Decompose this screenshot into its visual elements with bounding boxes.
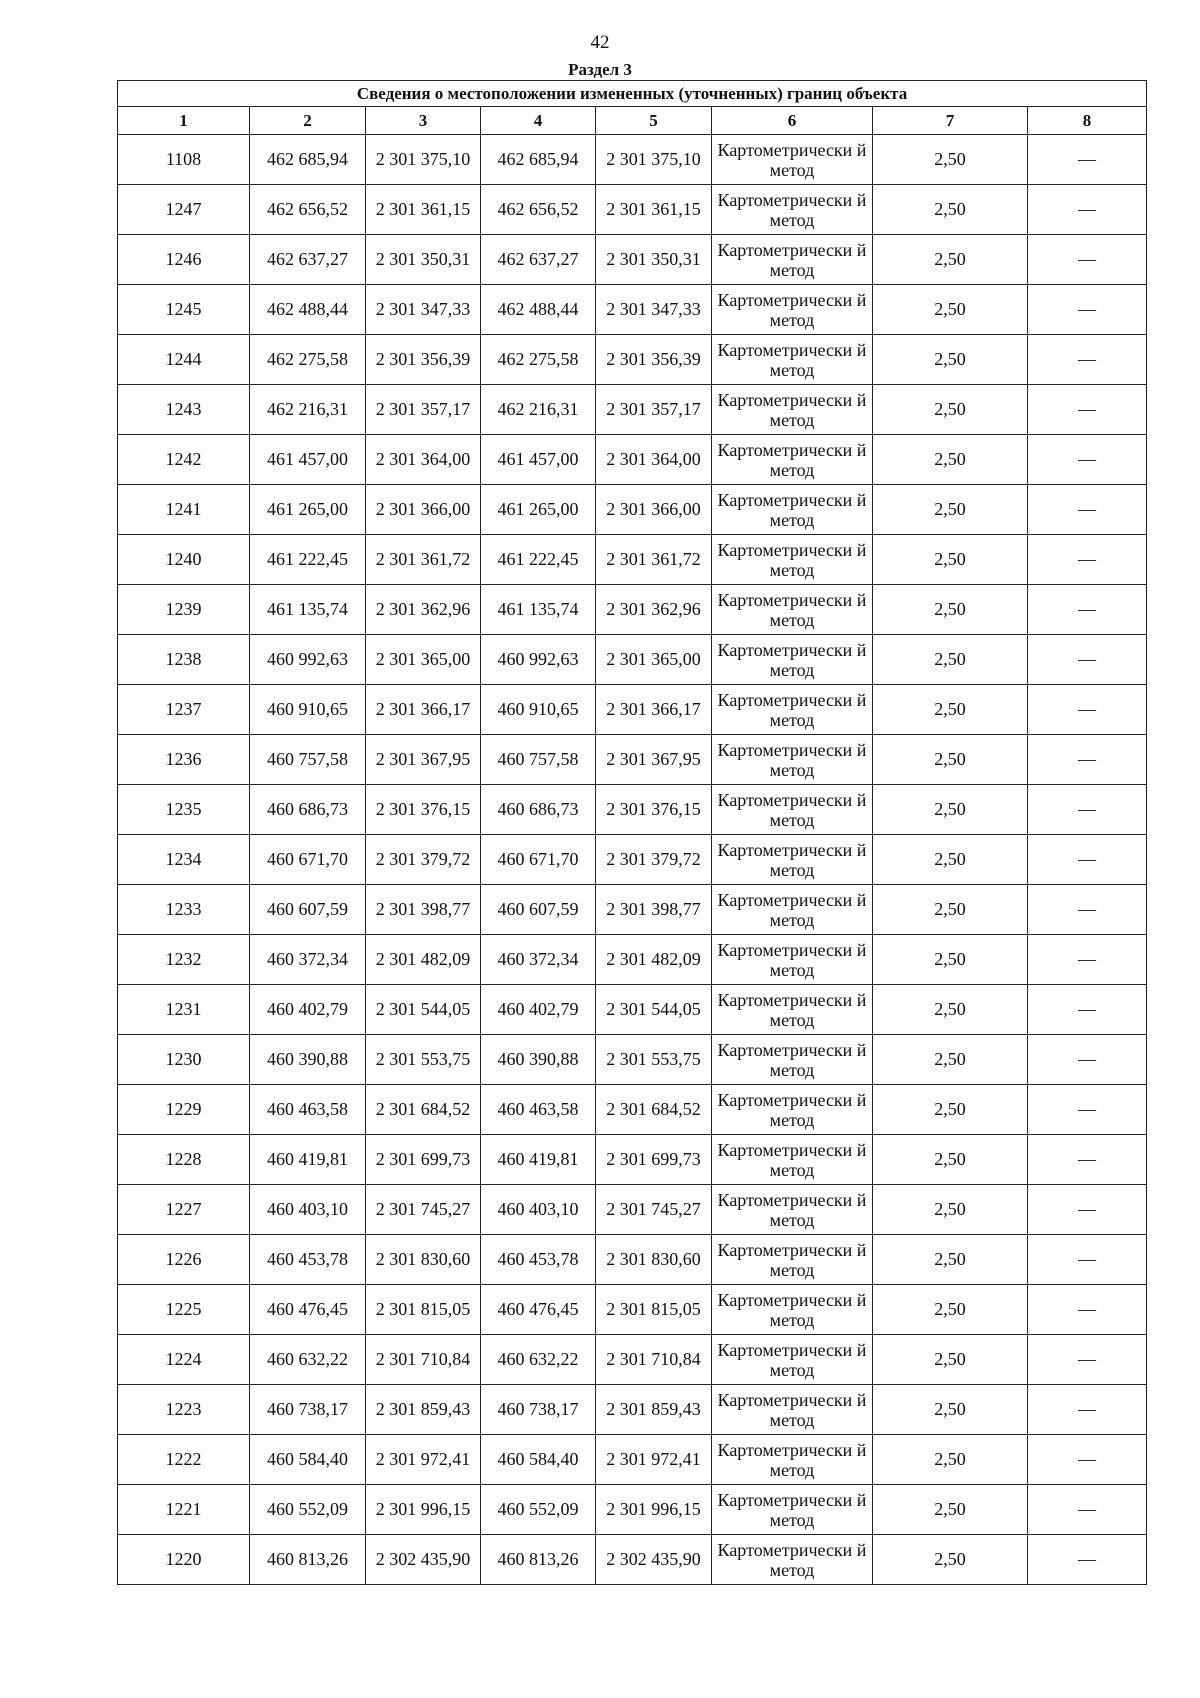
x-existing-cell: 460 390,88 (250, 1035, 366, 1085)
y-existing-cell: 2 302 435,90 (366, 1535, 481, 1585)
point-number-cell: 1246 (118, 235, 250, 285)
method-cell: Картометрически й метод (712, 635, 873, 685)
table-row (118, 1135, 1147, 1185)
y-refined-cell: 2 301 544,05 (596, 985, 712, 1035)
table-row (118, 885, 1147, 935)
y-existing-cell: 2 301 482,09 (366, 935, 481, 985)
point-number-cell: 1238 (118, 635, 250, 685)
point-number-cell: 1108 (118, 135, 250, 185)
x-existing-cell: 462 637,27 (250, 235, 366, 285)
column-header: 6 (712, 107, 873, 135)
x-existing-cell: 460 813,26 (250, 1535, 366, 1585)
x-existing-cell: 460 757,58 (250, 735, 366, 785)
accuracy-cell: 2,50 (873, 1285, 1028, 1335)
table-row (118, 685, 1147, 735)
point-number-cell: 1226 (118, 1235, 250, 1285)
table-row (118, 785, 1147, 835)
table-row (118, 1435, 1147, 1485)
y-refined-cell: 2 301 972,41 (596, 1435, 712, 1485)
y-existing-cell: 2 301 350,31 (366, 235, 481, 285)
x-refined-cell: 460 453,78 (481, 1235, 596, 1285)
y-existing-cell: 2 301 365,00 (366, 635, 481, 685)
method-cell: Картометрически й метод (712, 785, 873, 835)
accuracy-cell: 2,50 (873, 735, 1028, 785)
point-number-cell: 1231 (118, 985, 250, 1035)
y-existing-cell: 2 301 362,96 (366, 585, 481, 635)
method-cell: Картометрически й метод (712, 435, 873, 485)
note-cell: — (1028, 835, 1147, 885)
point-number-cell: 1232 (118, 935, 250, 985)
y-refined-cell: 2 301 357,17 (596, 385, 712, 435)
x-refined-cell: 460 463,58 (481, 1085, 596, 1135)
table-row (118, 1085, 1147, 1135)
accuracy-cell: 2,50 (873, 1135, 1028, 1185)
x-existing-cell: 460 910,65 (250, 685, 366, 735)
accuracy-cell: 2,50 (873, 485, 1028, 535)
method-cell: Картометрически й метод (712, 1535, 873, 1585)
note-cell: — (1028, 885, 1147, 935)
note-cell: — (1028, 1385, 1147, 1435)
method-cell: Картометрически й метод (712, 985, 873, 1035)
point-number-cell: 1222 (118, 1435, 250, 1485)
table-row (118, 535, 1147, 585)
method-cell: Картометрически й метод (712, 235, 873, 285)
note-cell: — (1028, 1485, 1147, 1535)
x-refined-cell: 461 135,74 (481, 585, 596, 635)
x-refined-cell: 460 552,09 (481, 1485, 596, 1535)
method-cell: Картометрически й метод (712, 1385, 873, 1435)
y-existing-cell: 2 301 361,72 (366, 535, 481, 585)
accuracy-cell: 2,50 (873, 935, 1028, 985)
point-number-cell: 1229 (118, 1085, 250, 1135)
y-refined-cell: 2 301 366,00 (596, 485, 712, 535)
y-existing-cell: 2 301 996,15 (366, 1485, 481, 1535)
x-existing-cell: 461 135,74 (250, 585, 366, 635)
column-header: 1 (118, 107, 250, 135)
method-cell: Картометрически й метод (712, 1485, 873, 1535)
y-refined-cell: 2 301 482,09 (596, 935, 712, 985)
x-refined-cell: 460 607,59 (481, 885, 596, 935)
y-existing-cell: 2 301 376,15 (366, 785, 481, 835)
method-cell: Картометрически й метод (712, 935, 873, 985)
point-number-cell: 1227 (118, 1185, 250, 1235)
y-existing-cell: 2 301 553,75 (366, 1035, 481, 1085)
x-refined-cell: 460 632,22 (481, 1335, 596, 1385)
accuracy-cell: 2,50 (873, 635, 1028, 685)
x-refined-cell: 462 488,44 (481, 285, 596, 335)
x-refined-cell: 462 656,52 (481, 185, 596, 235)
y-existing-cell: 2 301 347,33 (366, 285, 481, 335)
table-row (118, 1285, 1147, 1335)
y-refined-cell: 2 301 361,15 (596, 185, 712, 235)
table-row (118, 835, 1147, 885)
method-cell: Картометрически й метод (712, 1435, 873, 1485)
note-cell: — (1028, 235, 1147, 285)
method-cell: Картометрически й метод (712, 1035, 873, 1085)
point-number-cell: 1242 (118, 435, 250, 485)
x-existing-cell: 462 656,52 (250, 185, 366, 235)
note-cell: — (1028, 1035, 1147, 1085)
y-refined-cell: 2 301 364,00 (596, 435, 712, 485)
y-existing-cell: 2 301 366,00 (366, 485, 481, 535)
y-existing-cell: 2 301 710,84 (366, 1335, 481, 1385)
x-existing-cell: 460 463,58 (250, 1085, 366, 1135)
x-refined-cell: 461 222,45 (481, 535, 596, 585)
x-refined-cell: 460 372,34 (481, 935, 596, 985)
y-refined-cell: 2 301 830,60 (596, 1235, 712, 1285)
point-number-cell: 1244 (118, 335, 250, 385)
accuracy-cell: 2,50 (873, 385, 1028, 435)
x-existing-cell: 462 275,58 (250, 335, 366, 385)
table-row (118, 385, 1147, 435)
method-cell: Картометрически й метод (712, 135, 873, 185)
y-existing-cell: 2 301 699,73 (366, 1135, 481, 1185)
y-refined-cell: 2 301 366,17 (596, 685, 712, 735)
x-refined-cell: 462 216,31 (481, 385, 596, 435)
y-existing-cell: 2 301 398,77 (366, 885, 481, 935)
note-cell: — (1028, 1235, 1147, 1285)
point-number-cell: 1236 (118, 735, 250, 785)
point-number-cell: 1234 (118, 835, 250, 885)
x-refined-cell: 460 757,58 (481, 735, 596, 785)
note-cell: — (1028, 535, 1147, 585)
x-refined-cell: 460 390,88 (481, 1035, 596, 1085)
note-cell: — (1028, 1535, 1147, 1585)
accuracy-cell: 2,50 (873, 135, 1028, 185)
x-refined-cell: 462 637,27 (481, 235, 596, 285)
note-cell: — (1028, 735, 1147, 785)
y-refined-cell: 2 301 361,72 (596, 535, 712, 585)
table-row (118, 435, 1147, 485)
x-existing-cell: 462 488,44 (250, 285, 366, 335)
note-cell: — (1028, 785, 1147, 835)
method-cell: Картометрически й метод (712, 535, 873, 585)
note-cell: — (1028, 485, 1147, 535)
point-number-cell: 1245 (118, 285, 250, 335)
table-row (118, 1385, 1147, 1435)
x-refined-cell: 460 419,81 (481, 1135, 596, 1185)
note-cell: — (1028, 385, 1147, 435)
note-cell: — (1028, 285, 1147, 335)
y-existing-cell: 2 301 361,15 (366, 185, 481, 235)
table-row (118, 1235, 1147, 1285)
x-existing-cell: 460 402,79 (250, 985, 366, 1035)
y-refined-cell: 2 301 996,15 (596, 1485, 712, 1535)
accuracy-cell: 2,50 (873, 785, 1028, 835)
accuracy-cell: 2,50 (873, 1085, 1028, 1135)
column-header: 5 (596, 107, 712, 135)
method-cell: Картометрически й метод (712, 1285, 873, 1335)
y-refined-cell: 2 301 859,43 (596, 1385, 712, 1435)
column-header: 2 (250, 107, 366, 135)
x-existing-cell: 461 265,00 (250, 485, 366, 535)
y-refined-cell: 2 301 684,52 (596, 1085, 712, 1135)
table-row (118, 1335, 1147, 1385)
y-refined-cell: 2 301 367,95 (596, 735, 712, 785)
y-existing-cell: 2 301 366,17 (366, 685, 481, 735)
point-number-cell: 1239 (118, 585, 250, 635)
y-refined-cell: 2 301 710,84 (596, 1335, 712, 1385)
table-body (118, 135, 1147, 1585)
x-refined-cell: 460 686,73 (481, 785, 596, 835)
accuracy-cell: 2,50 (873, 535, 1028, 585)
accuracy-cell: 2,50 (873, 1235, 1028, 1285)
note-cell: — (1028, 1185, 1147, 1235)
accuracy-cell: 2,50 (873, 585, 1028, 635)
note-cell: — (1028, 1135, 1147, 1185)
method-cell: Картометрически й метод (712, 385, 873, 435)
y-refined-cell: 2 301 699,73 (596, 1135, 712, 1185)
y-refined-cell: 2 301 365,00 (596, 635, 712, 685)
y-refined-cell: 2 301 379,72 (596, 835, 712, 885)
note-cell: — (1028, 585, 1147, 635)
x-refined-cell: 460 402,79 (481, 985, 596, 1035)
accuracy-cell: 2,50 (873, 985, 1028, 1035)
x-existing-cell: 460 584,40 (250, 1435, 366, 1485)
method-cell: Картометрически й метод (712, 735, 873, 785)
table-row (118, 635, 1147, 685)
x-refined-cell: 461 457,00 (481, 435, 596, 485)
y-refined-cell: 2 301 745,27 (596, 1185, 712, 1235)
section-title: Раздел 3 (568, 60, 632, 79)
method-cell: Картометрически й метод (712, 485, 873, 535)
x-existing-cell: 460 453,78 (250, 1235, 366, 1285)
table-row (118, 1485, 1147, 1535)
note-cell: — (1028, 185, 1147, 235)
x-existing-cell: 460 476,45 (250, 1285, 366, 1335)
point-number-cell: 1224 (118, 1335, 250, 1385)
table-row (118, 735, 1147, 785)
method-cell: Картометрически й метод (712, 1185, 873, 1235)
accuracy-cell: 2,50 (873, 285, 1028, 335)
note-cell: — (1028, 685, 1147, 735)
y-existing-cell: 2 301 859,43 (366, 1385, 481, 1435)
point-number-cell: 1233 (118, 885, 250, 935)
note-cell: — (1028, 1335, 1147, 1385)
table-row (118, 1535, 1147, 1585)
x-refined-cell: 460 584,40 (481, 1435, 596, 1485)
y-existing-cell: 2 301 815,05 (366, 1285, 481, 1335)
note-cell: — (1028, 1285, 1147, 1335)
x-existing-cell: 461 457,00 (250, 435, 366, 485)
point-number-cell: 1237 (118, 685, 250, 735)
table-row (118, 1035, 1147, 1085)
table-row (118, 285, 1147, 335)
column-header: 7 (873, 107, 1028, 135)
column-header: 8 (1028, 107, 1147, 135)
method-cell: Картометрически й метод (712, 685, 873, 735)
y-refined-cell: 2 302 435,90 (596, 1535, 712, 1585)
table-header-row (118, 107, 1147, 135)
accuracy-cell: 2,50 (873, 1535, 1028, 1585)
y-refined-cell: 2 301 553,75 (596, 1035, 712, 1085)
x-existing-cell: 460 372,34 (250, 935, 366, 985)
x-existing-cell: 460 686,73 (250, 785, 366, 835)
y-refined-cell: 2 301 376,15 (596, 785, 712, 835)
y-refined-cell: 2 301 347,33 (596, 285, 712, 335)
point-number-cell: 1235 (118, 785, 250, 835)
method-cell: Картометрически й метод (712, 835, 873, 885)
accuracy-cell: 2,50 (873, 1485, 1028, 1535)
note-cell: — (1028, 1085, 1147, 1135)
y-existing-cell: 2 301 357,17 (366, 385, 481, 435)
table-row (118, 935, 1147, 985)
note-cell: — (1028, 135, 1147, 185)
method-cell: Картометрически й метод (712, 885, 873, 935)
x-existing-cell: 460 552,09 (250, 1485, 366, 1535)
point-number-cell: 1223 (118, 1385, 250, 1435)
point-number-cell: 1247 (118, 185, 250, 235)
note-cell: — (1028, 1435, 1147, 1485)
x-existing-cell: 460 738,17 (250, 1385, 366, 1435)
table-caption-row (118, 81, 1147, 107)
y-existing-cell: 2 301 367,95 (366, 735, 481, 785)
point-number-cell: 1221 (118, 1485, 250, 1535)
accuracy-cell: 2,50 (873, 1385, 1028, 1435)
y-refined-cell: 2 301 815,05 (596, 1285, 712, 1335)
method-cell: Картометрически й метод (712, 1335, 873, 1385)
y-existing-cell: 2 301 356,39 (366, 335, 481, 385)
accuracy-cell: 2,50 (873, 1435, 1028, 1485)
note-cell: — (1028, 985, 1147, 1035)
method-cell: Картометрически й метод (712, 1235, 873, 1285)
note-cell: — (1028, 335, 1147, 385)
y-existing-cell: 2 301 544,05 (366, 985, 481, 1035)
x-refined-cell: 462 275,58 (481, 335, 596, 385)
x-existing-cell: 460 992,63 (250, 635, 366, 685)
table-row (118, 135, 1147, 185)
x-refined-cell: 460 476,45 (481, 1285, 596, 1335)
accuracy-cell: 2,50 (873, 685, 1028, 735)
method-cell: Картометрически й метод (712, 335, 873, 385)
table-row (118, 985, 1147, 1035)
x-refined-cell: 461 265,00 (481, 485, 596, 535)
point-number-cell: 1240 (118, 535, 250, 585)
point-number-cell: 1225 (118, 1285, 250, 1335)
accuracy-cell: 2,50 (873, 335, 1028, 385)
x-refined-cell: 460 671,70 (481, 835, 596, 885)
y-refined-cell: 2 301 398,77 (596, 885, 712, 935)
note-cell: — (1028, 935, 1147, 985)
note-cell: — (1028, 635, 1147, 685)
point-number-cell: 1241 (118, 485, 250, 535)
accuracy-cell: 2,50 (873, 1335, 1028, 1385)
method-cell: Картометрически й метод (712, 285, 873, 335)
accuracy-cell: 2,50 (873, 885, 1028, 935)
accuracy-cell: 2,50 (873, 1035, 1028, 1085)
coordinates-table (117, 80, 1147, 1585)
x-refined-cell: 462 685,94 (481, 135, 596, 185)
x-existing-cell: 460 607,59 (250, 885, 366, 935)
y-existing-cell: 2 301 745,27 (366, 1185, 481, 1235)
y-refined-cell: 2 301 375,10 (596, 135, 712, 185)
y-existing-cell: 2 301 379,72 (366, 835, 481, 885)
x-refined-cell: 460 738,17 (481, 1385, 596, 1435)
accuracy-cell: 2,50 (873, 185, 1028, 235)
accuracy-cell: 2,50 (873, 1185, 1028, 1235)
accuracy-cell: 2,50 (873, 235, 1028, 285)
y-refined-cell: 2 301 356,39 (596, 335, 712, 385)
point-number-cell: 1243 (118, 385, 250, 435)
table-row (118, 235, 1147, 285)
method-cell: Картометрически й метод (712, 1135, 873, 1185)
x-refined-cell: 460 992,63 (481, 635, 596, 685)
y-refined-cell: 2 301 362,96 (596, 585, 712, 635)
y-refined-cell: 2 301 350,31 (596, 235, 712, 285)
column-header: 4 (481, 107, 596, 135)
table-row (118, 1185, 1147, 1235)
x-existing-cell: 461 222,45 (250, 535, 366, 585)
page-number: 42 (590, 32, 610, 53)
table-row (118, 485, 1147, 535)
x-existing-cell: 460 419,81 (250, 1135, 366, 1185)
table-row (118, 185, 1147, 235)
point-number-cell: 1228 (118, 1135, 250, 1185)
method-cell: Картометрически й метод (712, 1085, 873, 1135)
y-existing-cell: 2 301 830,60 (366, 1235, 481, 1285)
y-existing-cell: 2 301 684,52 (366, 1085, 481, 1135)
accuracy-cell: 2,50 (873, 835, 1028, 885)
point-number-cell: 1230 (118, 1035, 250, 1085)
x-existing-cell: 460 403,10 (250, 1185, 366, 1235)
table-caption: Сведения о местоположении измененных (уточненных) границ объекта (118, 81, 1147, 107)
x-refined-cell: 460 910,65 (481, 685, 596, 735)
x-existing-cell: 462 685,94 (250, 135, 366, 185)
point-number-cell: 1220 (118, 1535, 250, 1585)
y-existing-cell: 2 301 375,10 (366, 135, 481, 185)
x-existing-cell: 460 671,70 (250, 835, 366, 885)
x-refined-cell: 460 403,10 (481, 1185, 596, 1235)
x-refined-cell: 460 813,26 (481, 1535, 596, 1585)
column-header: 3 (366, 107, 481, 135)
note-cell: — (1028, 435, 1147, 485)
table-row (118, 585, 1147, 635)
y-existing-cell: 2 301 364,00 (366, 435, 481, 485)
y-existing-cell: 2 301 972,41 (366, 1435, 481, 1485)
table-row (118, 335, 1147, 385)
method-cell: Картометрически й метод (712, 185, 873, 235)
x-existing-cell: 462 216,31 (250, 385, 366, 435)
method-cell: Картометрически й метод (712, 585, 873, 635)
accuracy-cell: 2,50 (873, 435, 1028, 485)
x-existing-cell: 460 632,22 (250, 1335, 366, 1385)
